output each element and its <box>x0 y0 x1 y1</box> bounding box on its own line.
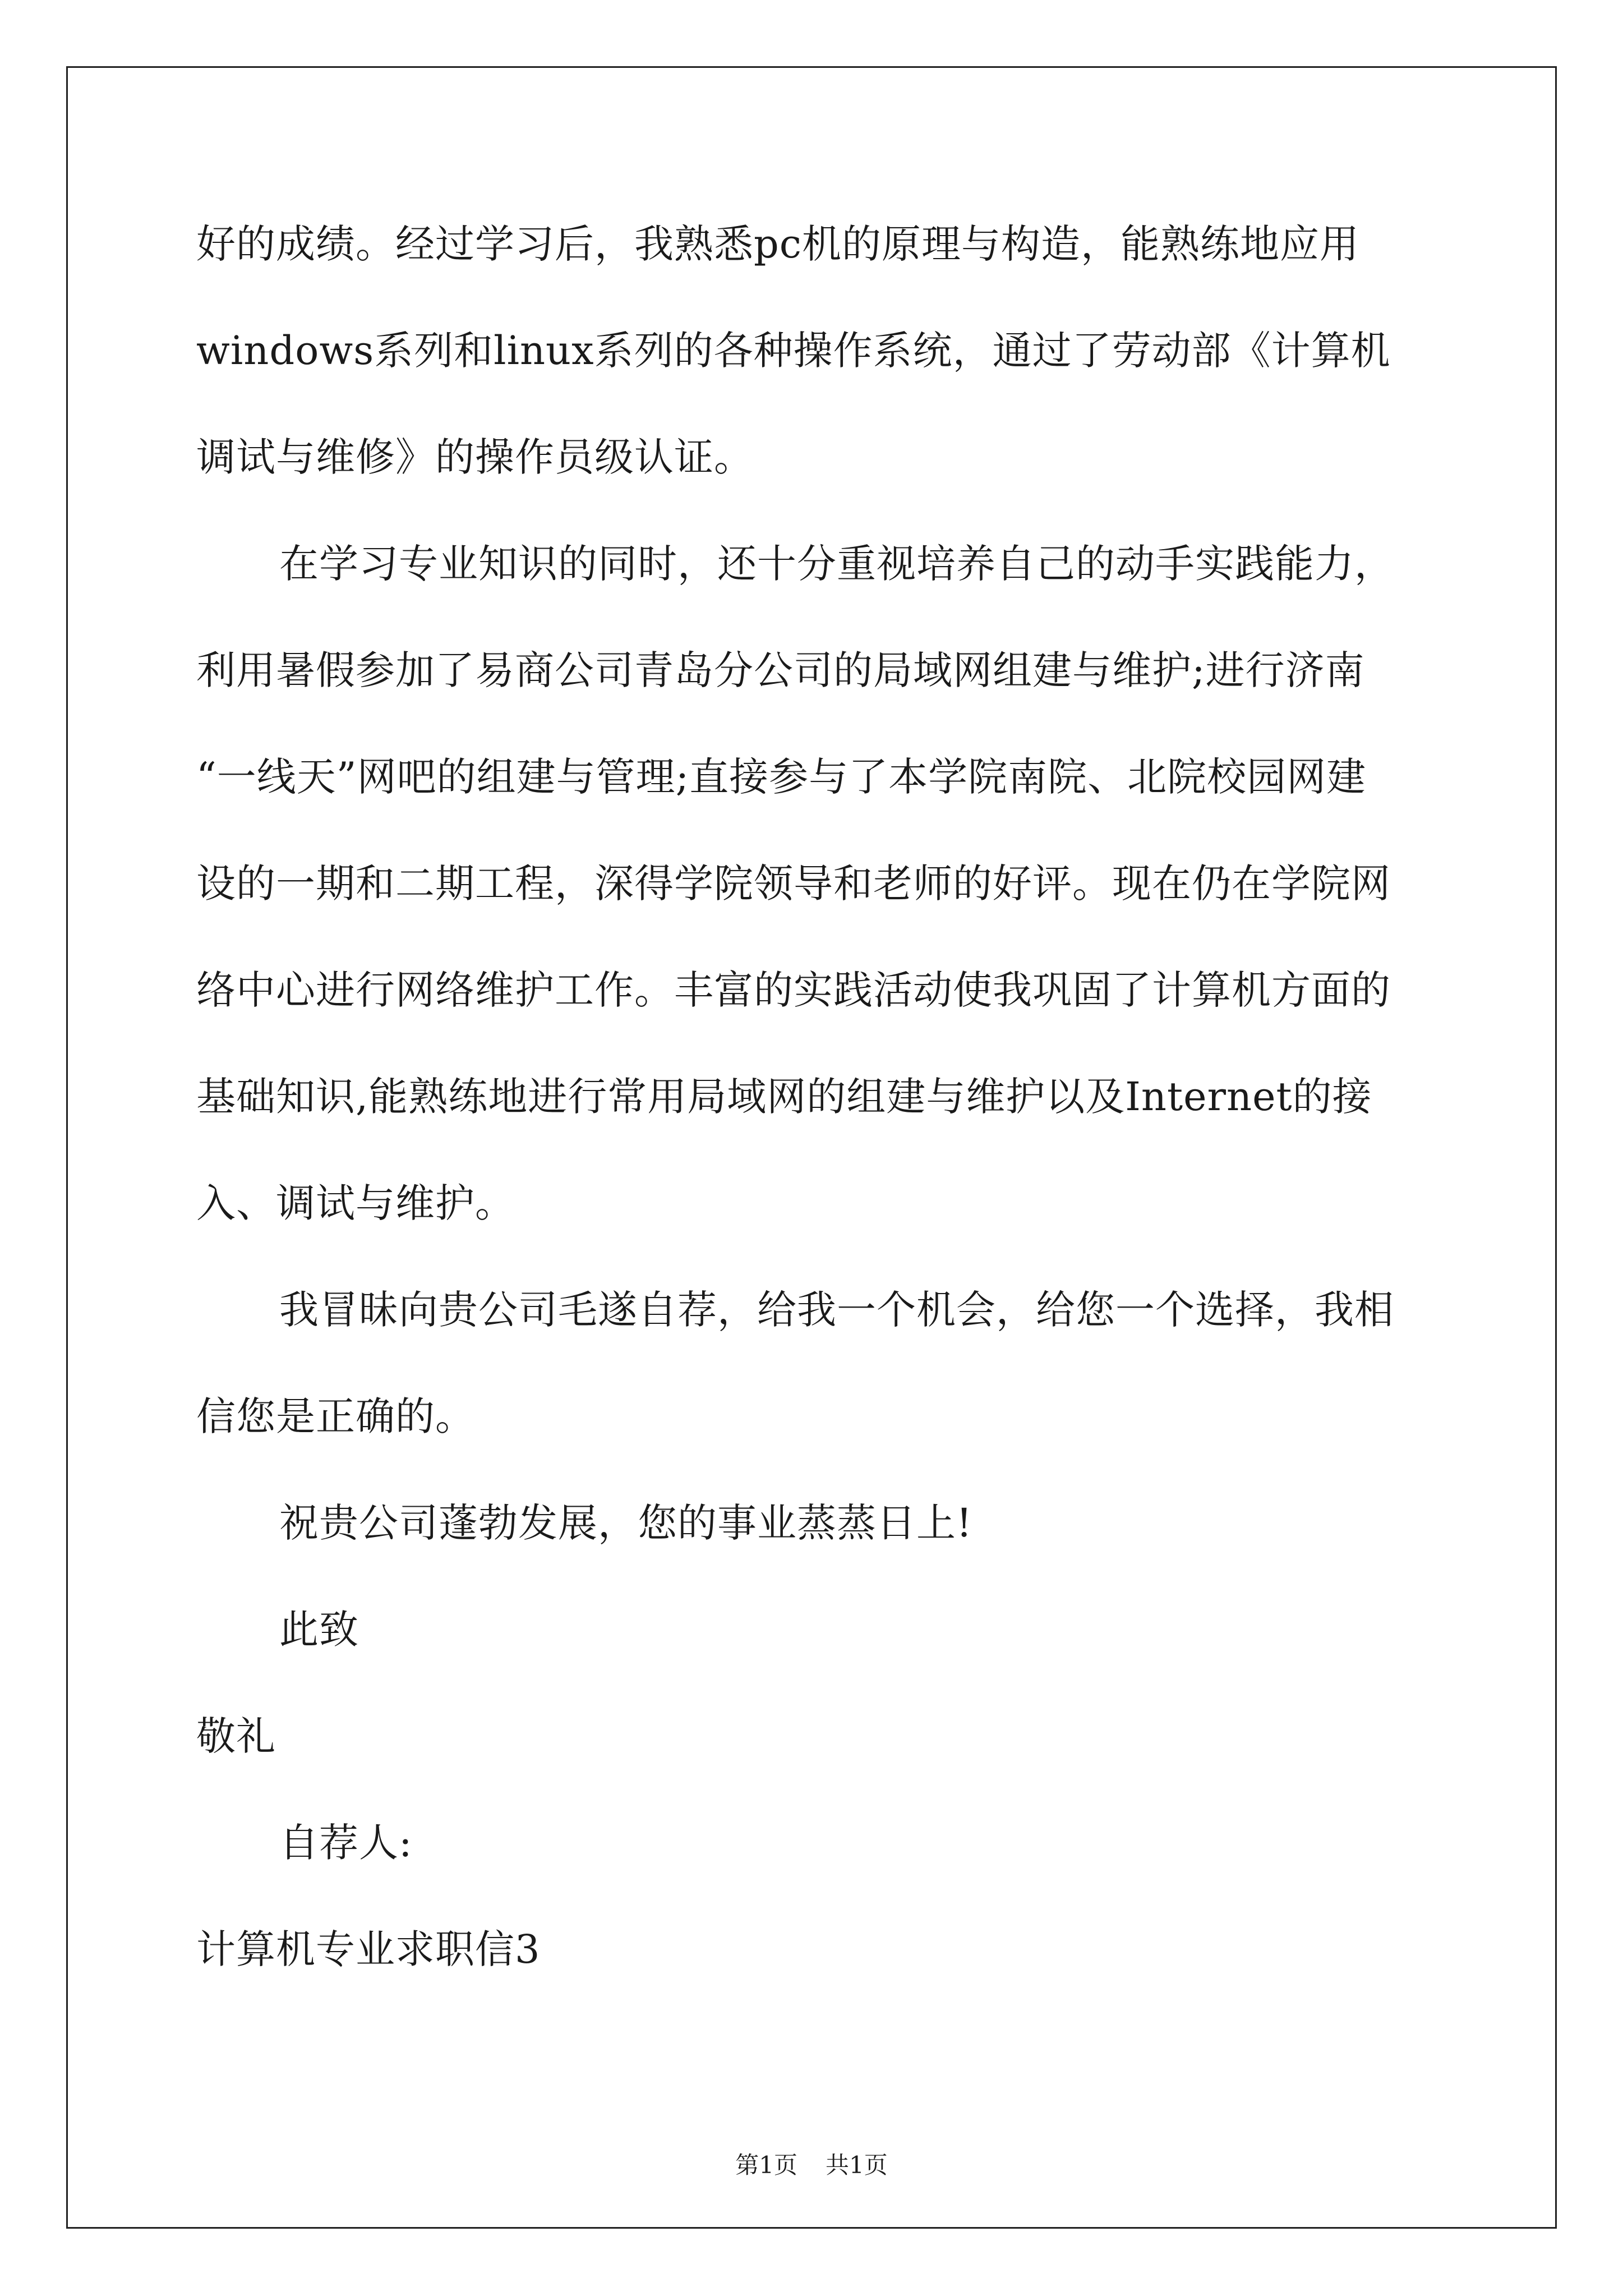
page-total: 共1页 <box>826 2151 888 2179</box>
document-body <box>196 191 1430 2003</box>
text-line: 设的一期和二期工程，深得学院领导和老师的好评。现在仍在学院网 <box>196 861 1391 907</box>
paragraph-start-line: 在学习专业知识的同时，还十分重视培养自己的动手实践能力， <box>279 541 1394 587</box>
text-line: windows系列和linux系列的各种操作系统，通过了劳动部《计算机 <box>196 328 1391 374</box>
salutation-cizhi: 此致 <box>279 1607 359 1653</box>
text-line: 基础知识,能熟练地进行常用局域网的组建与维护以及Internet的接 <box>196 1074 1372 1120</box>
text-line: 入、调试与维护。 <box>196 1180 515 1226</box>
closing-wish: 祝贵公司蓬勃发展，您的事业蒸蒸日上! <box>279 1500 973 1546</box>
paragraph-start-line: 我冒昧向贵公司毛遂自荐，给我一个机会，给您一个选择，我相 <box>279 1287 1394 1333</box>
page-footer <box>0 2148 1623 2182</box>
text-line: 好的成绩。经过学习后，我熟悉pc机的原理与构造，能熟练地应用 <box>196 221 1360 267</box>
salutation-jingli: 敬礼 <box>196 1713 276 1759</box>
page-number: 第1页 <box>735 2151 797 2179</box>
signature-label: 自荐人: <box>279 1820 413 1866</box>
text-line: 利用暑假参加了易商公司青岛分公司的局域网组建与维护;进行济南 <box>196 647 1365 693</box>
section-heading: 计算机专业求职信3 <box>196 1926 541 1972</box>
text-line: 信您是正确的。 <box>196 1393 475 1439</box>
text-line: 调试与维修》的操作员级认证。 <box>196 434 754 480</box>
text-line: 络中心进行网络维护工作。丰富的实践活动使我巩固了计算机方面的 <box>196 967 1391 1013</box>
text-line: “一线天”网吧的组建与管理;直接参与了本学院南院、北院校园网建 <box>196 754 1367 800</box>
